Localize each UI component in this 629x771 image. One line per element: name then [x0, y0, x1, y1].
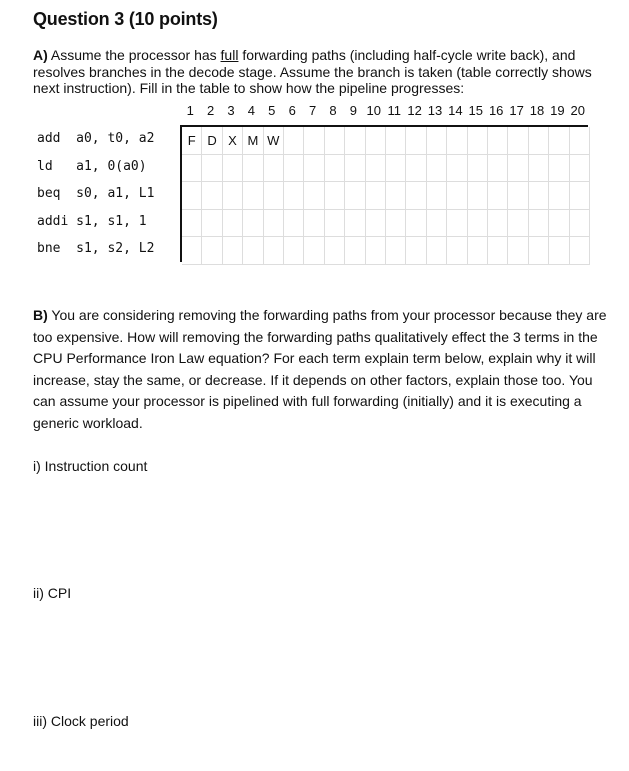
table-cell[interactable] [508, 182, 528, 210]
cycle-number: 17 [509, 103, 524, 118]
cycle-number: 8 [329, 103, 337, 118]
table-cell[interactable] [427, 210, 447, 238]
part-b-body: You are considering removing the forwarding paths from your processor because they are too expensive. How will removing the forwarding paths qualitatively effect the 3 terms in the CPU Performance Iron Law equation? For each term explain term below, explain why it will increase, stay the same, or decrease. If it depends on other factors, explain those too. You can assume your processor is pipelined with full forwarding (initially) and it is executing a generic workload. [33, 307, 607, 431]
table-cell[interactable] [386, 127, 406, 155]
table-cell[interactable] [304, 127, 324, 155]
table-cell[interactable] [406, 155, 426, 183]
subpart-cpi: ii) CPI [33, 585, 72, 601]
cycle-number: 11 [387, 103, 401, 118]
table-cell[interactable] [427, 127, 447, 155]
table-cell[interactable] [427, 182, 447, 210]
table-cell[interactable] [243, 237, 263, 265]
table-cell[interactable] [447, 127, 467, 155]
table-cell[interactable] [345, 237, 365, 265]
instruction: addi s1, s1, 1 [37, 213, 147, 229]
table-cell[interactable] [304, 237, 324, 265]
cycle-number: 2 [206, 103, 215, 118]
pipeline-table [180, 125, 588, 262]
table-cell[interactable] [447, 182, 467, 210]
table-cell[interactable] [508, 210, 528, 238]
cycle-number: 12 [407, 103, 422, 118]
table-cell[interactable]: M [243, 127, 263, 155]
table-cell[interactable] [447, 155, 467, 183]
cycle-number: 10 [366, 103, 382, 118]
table-cell[interactable] [529, 155, 549, 183]
table-cell[interactable] [406, 127, 426, 155]
table-cell[interactable] [427, 237, 447, 265]
table-cell[interactable] [223, 182, 243, 210]
table-cell[interactable] [223, 155, 243, 183]
table-cell[interactable] [570, 155, 590, 183]
table-cell[interactable] [284, 210, 304, 238]
table-cell[interactable] [325, 210, 345, 238]
table-cell[interactable] [406, 237, 426, 265]
table-cell[interactable] [488, 210, 508, 238]
subpart-clock-period: iii) Clock period [33, 713, 129, 729]
table-cell[interactable] [549, 127, 569, 155]
table-cell[interactable] [304, 182, 324, 210]
table-cell[interactable]: X [223, 127, 243, 155]
table-cell[interactable] [202, 210, 222, 238]
cycle-number: 16 [488, 103, 504, 118]
table-cell[interactable] [386, 182, 406, 210]
table-cell[interactable]: D [202, 127, 222, 155]
table-cell[interactable] [345, 182, 365, 210]
table-cell[interactable] [447, 237, 467, 265]
table-cell[interactable] [325, 155, 345, 183]
table-cell[interactable] [304, 155, 324, 183]
part-a-underlined: full [220, 47, 239, 63]
table-cell[interactable] [488, 127, 508, 155]
table-cell[interactable] [284, 182, 304, 210]
table-cell[interactable] [182, 155, 202, 183]
table-cell[interactable] [468, 155, 488, 183]
instruction: beq s0, a1, L1 [37, 186, 155, 201]
cycle-number: 4 [247, 103, 255, 118]
table-cell[interactable] [488, 237, 508, 265]
table-cell[interactable] [366, 210, 386, 238]
cycle-number: 13 [427, 103, 443, 118]
table-cell[interactable] [264, 182, 284, 210]
subpart-instruction-count: i) Instruction count [33, 458, 148, 474]
table-cell[interactable] [570, 127, 590, 155]
table-cell[interactable] [366, 237, 386, 265]
part-a-text [33, 47, 613, 97]
part-a-label: A) [33, 47, 48, 63]
table-cell[interactable] [243, 210, 263, 238]
table-cell[interactable] [284, 155, 304, 183]
table-cell[interactable] [529, 127, 549, 155]
table-cell[interactable] [447, 210, 467, 238]
cycle-number: 6 [288, 103, 296, 118]
table-cell[interactable] [386, 210, 406, 238]
table-cell[interactable] [427, 155, 447, 183]
table-cell[interactable] [304, 210, 324, 238]
table-cell[interactable] [345, 127, 365, 155]
instruction: bne s1, s2, L2 [37, 241, 155, 256]
table-cell[interactable] [570, 182, 590, 210]
table-cell[interactable] [284, 127, 304, 155]
table-cell[interactable] [549, 237, 569, 265]
part-b-text [33, 305, 613, 435]
table-cell[interactable] [366, 155, 386, 183]
table-cell[interactable] [570, 210, 590, 238]
table-cell[interactable] [529, 210, 549, 238]
table-cell[interactable] [570, 237, 590, 265]
cycle-number: 1 [186, 103, 194, 118]
table-cell[interactable] [264, 210, 284, 238]
table-cell[interactable] [468, 182, 488, 210]
question-title: Question 3 (10 points) [33, 9, 218, 29]
table-cell[interactable] [529, 182, 549, 210]
table-cell[interactable] [508, 237, 528, 265]
table-cell[interactable] [366, 127, 386, 155]
table-cell[interactable] [366, 182, 386, 210]
table-cell[interactable] [386, 237, 406, 265]
cycle-number: 15 [468, 103, 484, 118]
cycle-number: 19 [550, 103, 565, 118]
table-cell[interactable] [468, 237, 488, 265]
table-cell[interactable] [223, 237, 243, 265]
table-cell[interactable] [243, 155, 263, 183]
table-cell[interactable] [488, 182, 508, 210]
table-cell[interactable]: F [182, 127, 202, 155]
cycle-number: 20 [570, 103, 586, 118]
part-a-text-1: Assume the processor has [47, 47, 221, 63]
table-cell[interactable] [182, 182, 202, 210]
part-b-label: B) [33, 307, 48, 323]
instruction: add a0, t0, a2 [37, 131, 155, 146]
table-cell[interactable] [508, 127, 528, 155]
table-cell[interactable] [264, 237, 284, 265]
table-cell[interactable] [202, 155, 222, 183]
table-cell[interactable] [508, 155, 528, 183]
table-cell[interactable] [182, 210, 202, 238]
table-cell[interactable] [468, 127, 488, 155]
table-cell[interactable] [406, 182, 426, 210]
cycle-number: 5 [268, 103, 276, 118]
table-cell[interactable] [406, 210, 426, 238]
table-cell[interactable] [549, 210, 569, 238]
cycle-number: 3 [227, 103, 235, 118]
table-cell[interactable] [549, 182, 569, 210]
table-cell[interactable] [468, 210, 488, 238]
table-cell[interactable] [345, 210, 365, 238]
cycle-number: 9 [349, 103, 357, 118]
cycle-number: 18 [529, 103, 545, 118]
table-cell[interactable] [284, 237, 304, 265]
table-cell[interactable] [325, 237, 345, 265]
table-cell[interactable] [264, 155, 284, 183]
table-cell[interactable] [223, 210, 243, 238]
table-cell[interactable] [325, 127, 345, 155]
instruction: ld a1, 0(a0) [37, 158, 147, 174]
table-cell[interactable]: W [264, 127, 284, 155]
part-a-text-2: forwarding paths (including half-cycle write back), and resolves branches in the decode stage. Assume the branch is taken (table correctly shows next instruction). Fill in the table to show how the pipeline progresses: [33, 47, 592, 96]
table-cell[interactable] [345, 155, 365, 183]
table-cell[interactable] [386, 155, 406, 183]
cycle-number: 7 [308, 103, 317, 118]
table-cell[interactable] [529, 237, 549, 265]
table-cell[interactable] [202, 182, 222, 210]
cycle-number: 14 [448, 103, 463, 118]
table-cell[interactable] [202, 237, 222, 265]
table-cell[interactable] [182, 237, 202, 265]
table-cell[interactable] [325, 182, 345, 210]
table-cell[interactable] [549, 155, 569, 183]
table-cell[interactable] [243, 182, 263, 210]
table-cell[interactable] [488, 155, 508, 183]
